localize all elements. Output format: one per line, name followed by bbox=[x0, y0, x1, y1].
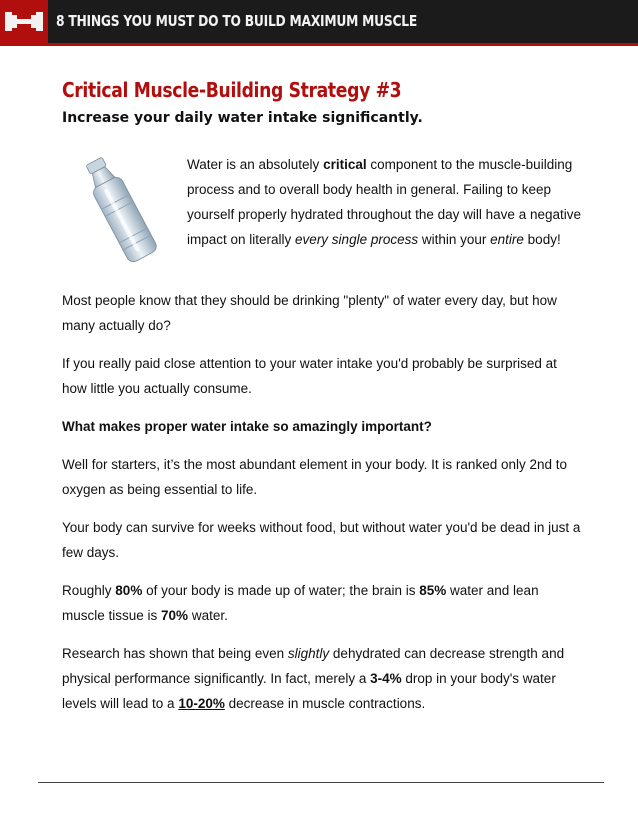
footer-divider bbox=[38, 782, 604, 783]
water-bottle-icon bbox=[72, 152, 172, 272]
section-subheading: Increase your daily water intake significantly. bbox=[62, 110, 423, 126]
article-body bbox=[62, 288, 582, 729]
emphasis-critical: critical bbox=[323, 157, 367, 172]
section-heading: Critical Muscle-Building Strategy #3 bbox=[62, 78, 402, 102]
paragraph-plenty-water: Most people know that they should be drinking "plenty" of water every day, but how many actually do? bbox=[62, 293, 557, 333]
header-banner bbox=[0, 0, 638, 46]
banner-title: 8 THINGS YOU MUST DO TO BUILD MAXIMUM MUSCLE bbox=[56, 12, 418, 30]
dumbbell-icon bbox=[0, 0, 48, 43]
paragraph-abundant-element: Well for starters, it’s the most abundant element in your body. It is ranked only 2nd to oxygen as being essential to life. bbox=[62, 457, 568, 497]
paragraph-body-composition: Roughly 80% of your body is made up of water; the brain is 85% water and lean muscle tissue is 70% water. bbox=[62, 583, 539, 623]
paragraph-survival: Your body can survive for weeks without food, but without water you'd be dead in just a few days. bbox=[62, 520, 581, 560]
emphasis-entire: entire bbox=[490, 232, 524, 247]
paragraph-dehydration-research: Research has shown that being even slightly dehydrated can decrease strength and physical performance significantly. In fact, merely a 3-4% drop in your body's water levels will lead to a 10-20% decrease in muscle contractions. bbox=[62, 646, 565, 711]
emphasis-every-single-process: every single process bbox=[295, 232, 419, 247]
intro-paragraph: Water is an absolutely critical component to the muscle-building process and to overall body health in general. Failing to keep yourself properly hydrated throughout the day will have a negative impact on literally every single process within your entire body! bbox=[187, 157, 581, 247]
question-heading: What makes proper water intake so amazingly important? bbox=[62, 419, 432, 434]
paragraph-intake-surprise: If you really paid close attention to your water intake you'd probably be surprised at how little you actually consume. bbox=[62, 356, 557, 396]
